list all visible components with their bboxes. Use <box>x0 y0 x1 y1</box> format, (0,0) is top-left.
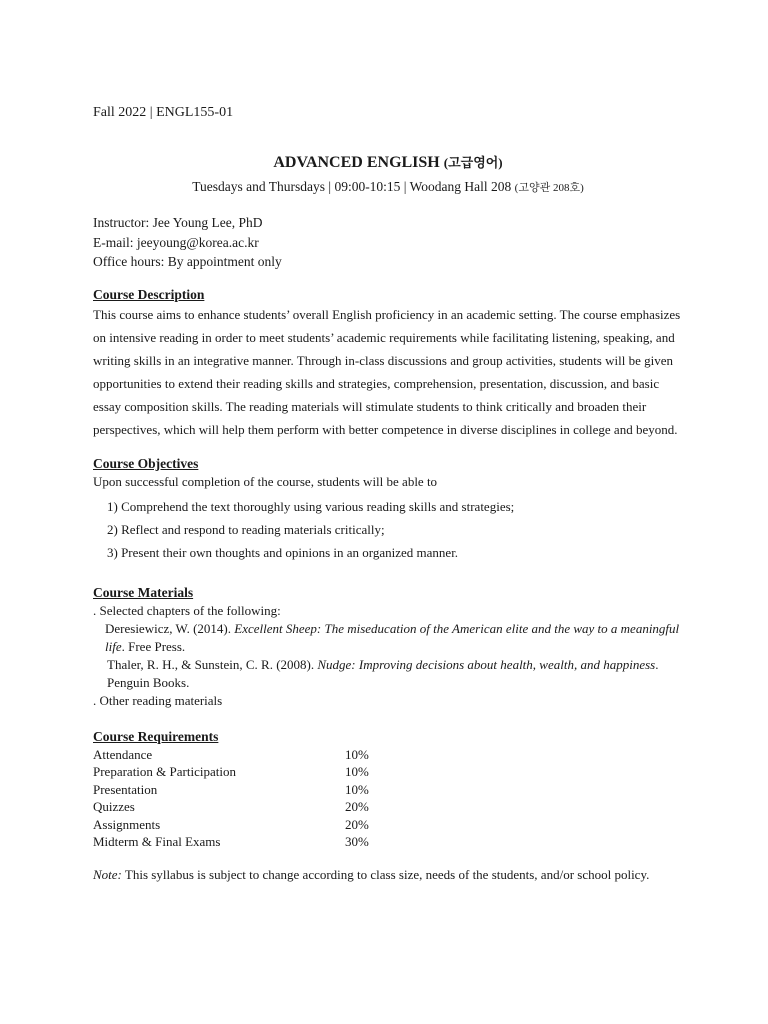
course-title-korean: (고급영어) <box>443 154 503 170</box>
section-heading: Course Materials <box>93 584 194 600</box>
note-label: Note: <box>93 867 122 883</box>
reference-publisher: . Penguin Books. <box>107 656 659 690</box>
requirement-name: Presentation <box>93 781 158 797</box>
requirement-name: Preparation & Participation <box>93 764 236 780</box>
reference-item <box>93 620 683 656</box>
course-objectives-section <box>93 455 683 564</box>
materials-line: . Other reading materials <box>93 692 223 708</box>
reference-item <box>93 656 683 692</box>
course-requirements-section <box>93 728 683 852</box>
schedule-korean: (고양관 208호) <box>514 181 584 194</box>
table-row <box>93 816 369 834</box>
requirement-weight: 20% <box>345 799 369 815</box>
requirement-weight: 10% <box>345 764 369 780</box>
requirement-name: Midterm & Final Exams <box>93 834 221 850</box>
instructor-email: E-mail: jeeyoung@korea.ac.kr <box>93 234 259 250</box>
requirement-name: Attendance <box>93 746 153 762</box>
table-row <box>93 798 369 816</box>
instructor-info <box>93 213 683 272</box>
reference-author: Deresiewicz, W. (2014). <box>105 620 235 636</box>
course-title-main: ADVANCED ENGLISH <box>273 153 440 171</box>
list-item: 2) Reflect and respond to reading materials critically; <box>107 521 385 537</box>
objectives-list <box>93 495 683 564</box>
list-item: 1) Comprehend the text thoroughly using various reading skills and strategies; <box>107 498 515 514</box>
office-hours: Office hours: By appointment only <box>93 254 282 269</box>
course-title <box>93 153 683 173</box>
materials-line: . Selected chapters of the following: <box>93 602 281 618</box>
objectives-intro: Upon successful completion of the course, students will be able to <box>93 473 438 489</box>
requirement-name: Assignments <box>93 816 161 832</box>
section-heading: Course Description <box>93 286 205 302</box>
syllabus-page <box>93 104 683 884</box>
requirements-table <box>93 746 369 852</box>
reference-title: Nudge: Improving decisions about health, wealth, and happiness <box>317 656 656 672</box>
course-materials-section <box>93 584 683 710</box>
list-item: 3) Present their own thoughts and opinions in an organized manner. <box>107 544 459 560</box>
requirement-name: Quizzes <box>93 799 135 815</box>
schedule-text: Tuesdays and Thursdays | 09:00-10:15 | Woodang Hall 208 <box>192 178 512 194</box>
table-row <box>93 763 369 781</box>
syllabus-note <box>93 865 683 884</box>
reference-title: Excellent Sheep: The miseducation of the American elite and the way to a meaningful life <box>105 620 680 654</box>
table-row <box>93 781 369 799</box>
note-text: This syllabus is subject to change according to class size, needs of the students, and/or school policy. <box>121 867 650 883</box>
table-row <box>93 746 369 764</box>
course-code: Fall 2022 | ENGL155-01 <box>93 105 234 120</box>
requirement-weight: 10% <box>345 781 369 797</box>
description-body: This course aims to enhance students’ overall English proficiency in an academic setting. The course emphasizes on intensive reading in order to meet students’ academic requirements while facilitating listening, speaking, and writing skills in an integrative manner. Through in-class discussions and group activities, students will be given opportunities to extend their reading skills and strategies, comprehension, presentation, discussion, and basic essay composition skills. The reading materials will stimulate students to think critically and broaden their perspectives, which will help them perform with better competence in diverse disciplines in college and beyond. <box>93 306 681 437</box>
section-heading: Course Objectives <box>93 455 199 471</box>
course-description-section <box>93 286 683 441</box>
reference-publisher: . Free Press. <box>121 638 186 654</box>
table-row <box>93 833 369 851</box>
class-schedule <box>93 178 683 198</box>
instructor-name: Instructor: Jee Young Lee, PhD <box>93 215 263 230</box>
requirement-weight: 10% <box>345 746 369 762</box>
reference-author: Thaler, R. H., & Sunstein, C. R. (2008). <box>107 656 318 672</box>
section-heading: Course Requirements <box>93 728 219 744</box>
requirement-weight: 20% <box>345 816 369 832</box>
requirement-weight: 30% <box>345 834 369 850</box>
